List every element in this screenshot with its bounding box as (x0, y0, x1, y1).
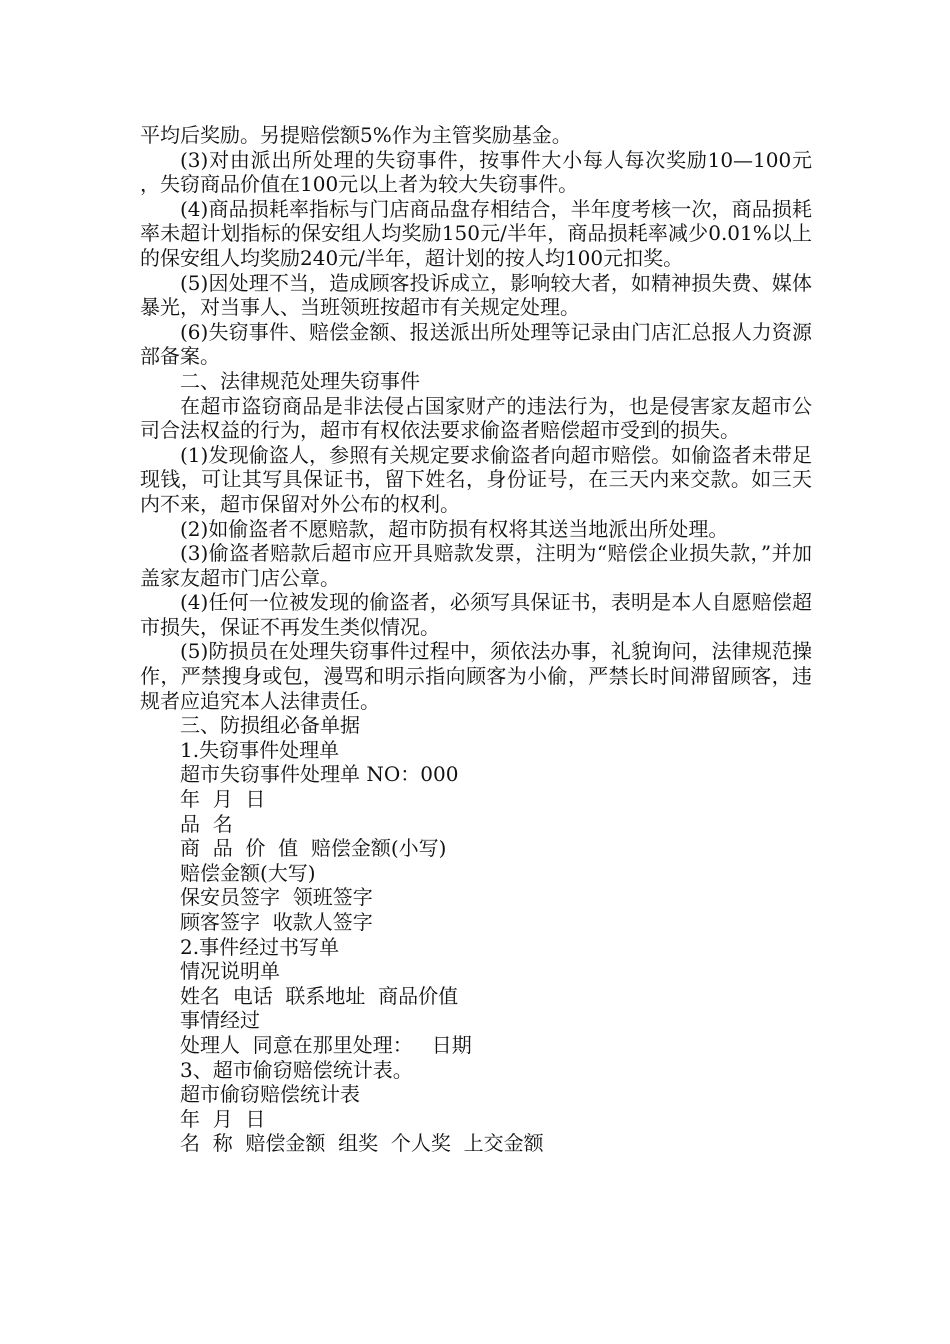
form-line: 顾客签字 收款人签字 (180, 910, 373, 934)
form-line: 品 名 (180, 811, 233, 836)
paragraph-item-5: (5)因处理不当，造成顾客投诉成立，影响较大者，如精神损失费、媒体暴光，对当事人、当班领班按超市有关规定处理。 (140, 270, 812, 320)
paragraph-rule-1: (1)发现偷盗人，参照有关规定要求偷盗者向超市赔偿。如偷盗者未带足现钱，可让其写具保证书，留下姓名，身份证号，在三天内来交款。如三天内不来，超市保留对外公布的权利。 (140, 442, 812, 516)
form-line: 姓名 电话 联系地址 商品价值 (180, 983, 459, 1008)
form-line: 超市失窃事件处理单 NO：000 (180, 762, 459, 787)
form-line: 情况说明单 (180, 959, 280, 984)
form-line: 商 品 价 值 赔偿金额(小写) (180, 836, 447, 861)
form-line: 事情经过 (180, 1008, 260, 1033)
section-heading-2: 二、法律规范处理失窃事件 (180, 368, 420, 393)
form-title-3: 3、超市偷窃赔偿统计表。 (180, 1057, 413, 1082)
form-line: 年 月 日 (180, 1106, 266, 1131)
section-heading-3: 三、防损组必备单据 (180, 713, 360, 738)
paragraph-rule-3: (3)偷盗者赔款后超市应开具赔款发票，注明为“赔偿企业损失款，”并加盖家友超市门店公章。 (140, 541, 812, 590)
form-line: 保安员签字 领班签字 (180, 885, 373, 910)
paragraph-rule-5: (5)防损员在处理失窃事件过程中，须依法办事，礼貌询问，法律规范操作，严禁搜身或包，漫骂和明示指向顾客为小偷，严禁长时间滞留顾客，违规者应追究本人法律责任。 (140, 639, 812, 713)
paragraph-section-2-intro: 在超市盗窃商品是非法侵占国家财产的违法行为，也是侵害家友超市公司合法权益的行为，超市有权依法要求偷盗者赔偿超市受到的损失。 (140, 393, 812, 443)
form-title-1: 1.失窃事件处理单 (180, 737, 340, 762)
form-line: 超市偷窃赔偿统计表 (180, 1082, 360, 1107)
paragraph-rule-4: (4)任何一位被发现的偷盗者，必须写具保证书，表明是本人自愿赔偿超市损失，保证不再发生类似情况。 (140, 590, 812, 639)
paragraph-item-4: (4)商品损耗率指标与门店商品盘存相结合，半年度考核一次，商品损耗率未超计划指标的保安组人均奖励150元/半年，商品损耗率减少0.01%以上的保安组人均奖励240元/半年，超计划的按人均100元扣奖。 (140, 196, 812, 270)
form-line: 处理人 同意在那里处理： 日期 (180, 1032, 472, 1057)
paragraph-rule-2: (2)如偷盗者不愿赔款，超市防损有权将其送当地派出所处理。 (180, 516, 729, 541)
paragraph-continuation: 平均后奖励。另提赔偿额5%作为主管奖励基金。 (140, 123, 572, 147)
form-line: 年 月 日 (180, 787, 266, 812)
document-body (140, 123, 812, 1156)
form-title-2: 2.事件经过书写单 (180, 934, 340, 959)
form-line: 名 称 赔偿金额 组奖 个人奖 上交金额 (180, 1131, 544, 1156)
paragraph-item-3: (3)对由派出所处理的失窃事件，按事件大小每人每次奖励10—100元 ，失窃商品价值在100元以上者为较大失窃事件。 (140, 147, 812, 197)
form-line: 赔偿金额(大写) (180, 860, 316, 885)
paragraph-item-6: (6)失窃事件、赔偿金额、报送派出所处理等记录由门店汇总报人力资源部备案。 (140, 319, 812, 369)
